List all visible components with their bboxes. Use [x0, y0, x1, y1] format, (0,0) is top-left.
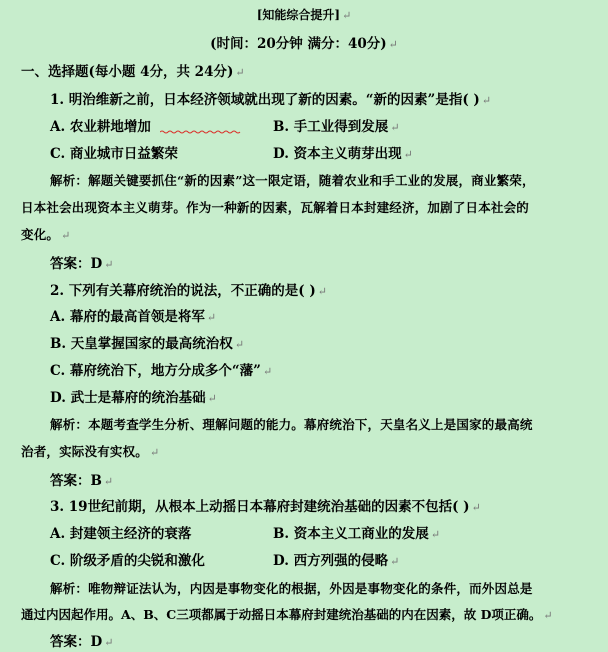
question-1-analysis-line1: 解析：解题关键要抓住“新的因素”这一限定语，随着农业和手工业的发展，商业繁荣，: [50, 173, 535, 188]
question-2-analysis-line1: 解析：本题考查学生分析、理解问题的能力。幕府统治下，天皇名义上是国家的最高统: [50, 417, 533, 432]
question-2-option-d: D. 武士是幕府的统治基础 ↵: [50, 390, 217, 406]
question-2-answer: 答案：B ↵: [50, 473, 114, 489]
spellcheck-squiggle: [160, 130, 242, 134]
time-score-info: (时间：20分钟 满分：40分) ↵: [210, 36, 398, 52]
question-3-options-cd: [0, 552, 608, 570]
question-2-option-c: C. 幕府统治下，地方分成多个“藩” ↵: [50, 363, 273, 379]
question-2-analysis-line2: 治者，实际没有实权。 ↵: [21, 444, 160, 459]
section-header: [知能综合提升] ↵: [256, 8, 352, 22]
option-d: D. 西方列强的侵略 ↵: [273, 553, 400, 569]
question-1-answer: 答案：D ↵: [50, 256, 114, 272]
option-d: D. 资本主义萌芽出现 ↵: [273, 146, 413, 162]
question-2-option-a: A. 幕府的最高首领是将军 ↵: [50, 309, 217, 325]
question-3-analysis-line2: 通过内因起作用。A、B、C三项都属于动摇日本幕府封建统治基础的内在因素，故 D项正确。 ↵: [21, 607, 553, 622]
option-a: A. 封建领主经济的衰落: [50, 526, 192, 542]
question-1-options-ab: [0, 118, 608, 136]
question-1-stem: 1. 明治维新之前，日本经济领域就出现了新的因素。“新的因素”是指( ) ↵: [50, 92, 492, 108]
option-b: B. 手工业得到发展 ↵: [273, 119, 400, 135]
section-title: 一、选择题(每小题 4分，共 24分) ↵: [21, 64, 245, 80]
question-1-options-cd: [0, 145, 608, 163]
question-3-stem: 3. 19世纪前期，从根本上动摇日本幕府封建统治基础的因素不包括( ) ↵: [50, 499, 481, 515]
option-b: B. 资本主义工商业的发展 ↵: [273, 526, 441, 542]
option-c: C. 阶级矛盾的尖锐和激化: [50, 553, 205, 569]
question-3-answer: 答案：D ↵: [50, 634, 114, 650]
question-2-stem: 2. 下列有关幕府统治的说法，不正确的是( ) ↵: [50, 283, 327, 299]
question-3-analysis-line1: 解析：唯物辩证法认为，内因是事物变化的根据，外因是事物变化的条件，而外因总是: [50, 581, 533, 596]
question-2-option-b: B. 天皇掌握国家的最高统治权 ↵: [50, 336, 245, 352]
option-a: A. 农业耕地增加: [50, 119, 151, 135]
question-1-analysis-line3: 变化。 ↵: [21, 227, 71, 242]
question-1-analysis-line2: 日本社会出现资本主义萌芽。作为一种新的因素，瓦解着日本封建经济，加剧了日本社会的: [21, 200, 530, 215]
option-c: C. 商业城市日益繁荣: [50, 146, 178, 162]
question-3-options-ab: [0, 525, 608, 543]
